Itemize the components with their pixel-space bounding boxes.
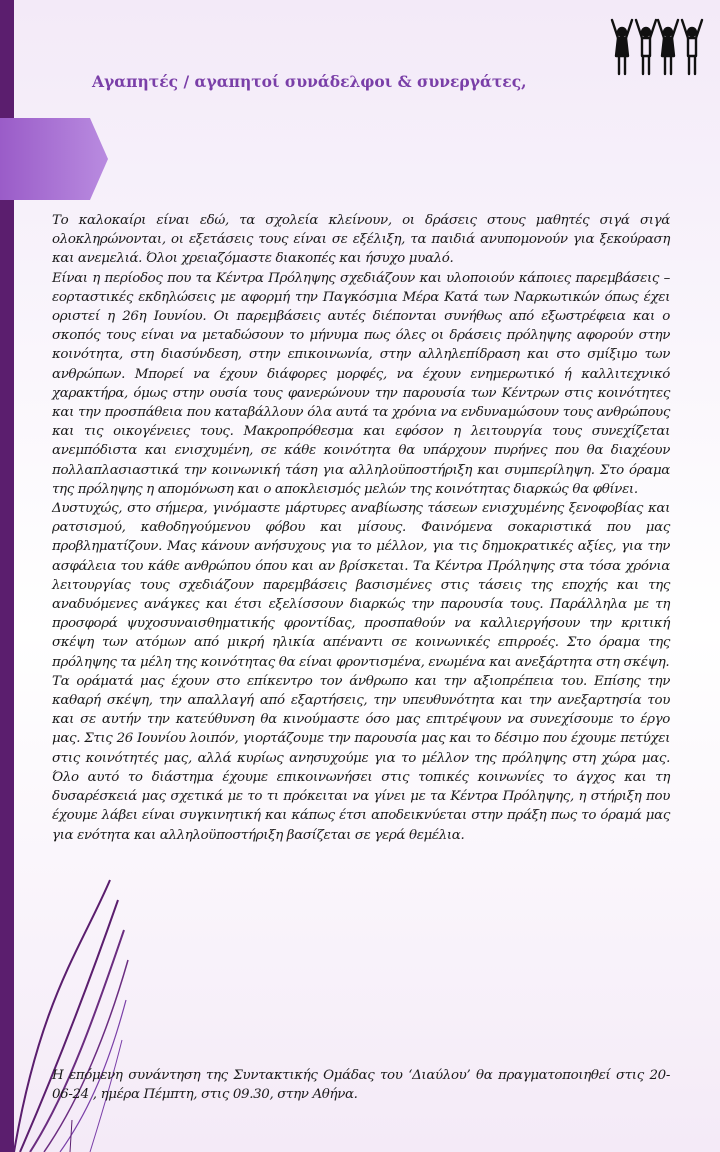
people-group-icon bbox=[608, 18, 704, 76]
body-paragraph: Δυστυχώς, στο σήμερα, γινόμαστε μάρτυρες αναβίωσης τάσεων ενισχυμένης ξενοφοβίας και ρατσισμού, καθοδηγούμενου φόβου και μίσους. Φαινόμενα σοκαριστικά που μας προβληματίζουν. Μας κάνουν ανήσυχους για το μέλλον, για τις δημοκρατικές αξίες, για την ασφάλεια του κάθε ανθρώπου όπου και αν βρίσκεται. Τα Κέντρα Πρόληψης στα τόσα χρόνια λειτουργίας τους σχεδιάζουν παρεμβάσεις βασισμένες στις τάσεις της εποχής και της αναδυόμενες ανάγκες και έτσι εξελίσσουν διαρκώς την παρουσία τους. Παράλληλα με τη προσφορά ψυχοσυναισθηματικής φροντίδας, προσπαθούν να καλλιεργήσουν την κριτική σκέψη των ατόμων από μικρή ηλικία απέναντι σε κοινωνικές επιρροές. Στο όραμα της πρόληψης τα μέλη της κοινότητας θα είναι φροντισμένα, ενωμένα και ανεξάρτητα στη σκέψη. bbox=[52, 501, 670, 670]
meeting-note: Η επόμενη συνάντηση της Συντακτικής Ομάδας του ‘Διαύλου’ θα πραγματοποιηθεί στις 20-06-24 , ημέρα Πέμπτη, στις 09.30, στην Αθήνα. bbox=[52, 1068, 670, 1103]
body-paragraph: Το καλοκαίρι είναι εδώ, τα σχολεία κλείνουν, οι δράσεις στους μαθητές σιγά σιγά ολοκληρώνονται, οι εξετάσεις τους είναι σε εξέλιξη, τα παιδιά ανυπομονούν για ξεκούραση και ανεμελιά. Όλοι χρειαζόμαστε διακοπές και ήσυχο μυαλό. bbox=[52, 213, 670, 267]
header-arrow-tab bbox=[0, 118, 108, 200]
letter-body bbox=[52, 211, 670, 845]
body-paragraph: Είναι η περίοδος που τα Κέντρα Πρόληψης σχεδιάζουν και υλοποιούν κάποιες παρεμβάσεις –εορταστικές εκδηλώσεις με αφορμή την Παγκόσμια Μέρα Κατά των Ναρκωτικών όπως έχει οριστεί η 26η Ιουνίου. Οι παρεμβάσεις αυτές διέπονται συνήθως από εξωστρέφεια και ο σκοπός τους είναι να μεταδώσουν το μήνυμα πως όλες οι δράσεις πρόληψης αφορούν στην κοινότητα, στη διασύνδεση, στην επικοινωνία, στην αλληλεπίδραση και στο σμίξιμο των ανθρώπων. Μπορεί να έχουν διάφορες μορφές, να έχουν ενημερωτικό ή καλλιτεχνικό χαρακτήρα, όμως στην ουσία τους φανερώνουν την παρουσία των Κέντρων στις κοινότητες και την προσπάθεια που καταβάλλουν όλα αυτά τα χρόνια να ενδυναμώσουν τους ανθρώπους και τις οικογένειες τους. Μακροπρόθεσμα και εφόσον η λειτουργία τους συνεχίζεται ανεμπόδιστα και ενισχυμένη, σε κάθε κοινότητα θα υπάρχουν πυρήνες που θα διαχέουν πολλαπλασιαστικά την κοινωνική τάση για αλληλοϋποστήριξη και συμπερίληψη. Στο όραμα της πρόληψης η απομόνωση και ο αποκλεισμός μελών της κοινότητας διαρκώς θα φθίνει. bbox=[52, 270, 670, 497]
body-paragraph: Τα οράματά μας έχουν στο επίκεντρο τον άνθρωπο και την αξιοπρέπεια του. Επίσης την καθαρή σκέψη, την απαλλαγή από εξαρτήσεις, την υπευθυνότητα και την ανεξαρτησία του και σε αυτήν την κατεύθυνση θα κινούμαστε όσο μας επιτρέψουν να συνεχίσουμε το έργο μας. Στις 26 Ιουνίου λοιπόν, γιορτάζουμε την παρουσία μας και το δέσιμο που έχουμε πετύχει στις κοινότητές μας, αλλά κυρίως ανησυχούμε για το μέλλον της πρόληψης στη χώρα μας. Όλο αυτό το διάστημα έχουμε επικοινωνήσει στις τοπικές κοινωνίες το άγχος και τη δυσαρέσκειά μας σχετικά με το τι πρόκειται να γίνει με τα Κέντρα Πρόληψης, η στήριξη που έχουμε λάβει είναι συγκινητική και κάπως έτσι αποδεικνύεται στην πράξη πως το όραμά μας για ενότητα και αλληλοϋποστήριξη βασίζεται σε γερά θεμέλια. bbox=[52, 673, 670, 843]
salutation-heading: Αγαπητές / αγαπητοί συνάδελφοι & συνεργάτες, bbox=[92, 72, 527, 91]
